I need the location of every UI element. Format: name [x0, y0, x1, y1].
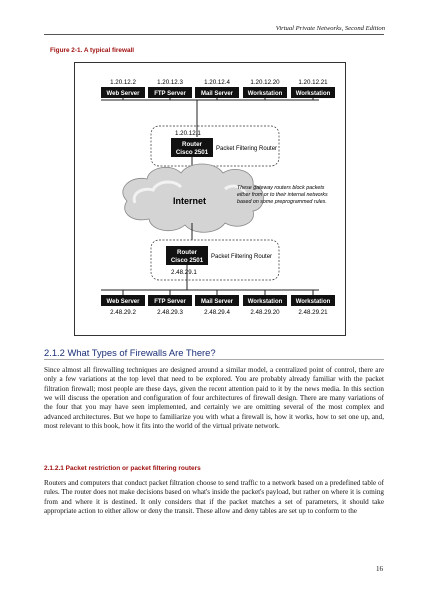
top-host-label: Workstation	[295, 91, 331, 97]
bottom-router-role: Packet Filtering Router	[211, 254, 273, 260]
bottom-host-ip: 2.48.29.20	[250, 309, 280, 316]
bottom-host-label: Mail Server	[200, 299, 234, 305]
top-host-label: Mail Server	[200, 91, 234, 97]
note-line-3: based on some preprogrammed rules.	[237, 199, 327, 205]
firewall-diagram	[74, 62, 346, 336]
header-rule	[44, 34, 384, 35]
bottom-host-label: Workstation	[247, 299, 283, 305]
paragraph-2: Routers and computers that conduct packet filtration choose to send traffic to a network based on a predefined table of rules. The router does not make decisions based on what's inside the packet's payload, but rather on where it is coming from and where it is destined. It only considers that if the packet matches a set of parameters, it should take appropriate action to either allow or deny the transit. These allow and deny tables are set up to conform to the	[44, 479, 384, 516]
note-line-1: These gateway routers block packets	[237, 185, 325, 191]
top-router-ip: 1.20.12.1	[175, 130, 201, 137]
top-router-role: Packet Filtering Router	[216, 146, 278, 152]
top-host-label: FTP Server	[154, 91, 186, 97]
bottom-router-line1: Router	[177, 249, 197, 256]
top-host-ip: 1.20.12.4	[204, 79, 230, 86]
bottom-router-line2: Cisco 2501	[170, 257, 204, 264]
top-host-ip: 1.20.12.20	[250, 79, 280, 86]
top-host-label: Web Server	[106, 91, 140, 97]
top-router-line1: Router	[182, 141, 202, 148]
bottom-host-label: Web Server	[106, 299, 140, 305]
bottom-host-ip: 2.48.29.3	[157, 309, 183, 316]
section-rule	[44, 359, 384, 360]
top-router-line2: Cisco 2501	[175, 149, 209, 156]
internet-label: Internet	[173, 196, 207, 206]
top-host-ip: 1.20.12.2	[110, 79, 136, 86]
top-host-ip: 1.20.12.3	[157, 79, 183, 86]
top-host-label: Workstation	[247, 91, 283, 97]
bottom-host-label: FTP Server	[154, 299, 186, 305]
top-host-ip: 1.20.12.21	[298, 79, 328, 86]
page-number: 16	[376, 565, 383, 573]
bottom-host-ip: 2.48.29.4	[204, 309, 230, 316]
subsection-heading: 2.1.2.1 Packet restriction or packet filtering routers	[44, 465, 201, 472]
paragraph-1: Since almost all firewalling techniques are designed around a similar model, a centralized point of control, there are only a few variations at the top level that need to be explored. You are probably already familiar with the packet filtration firewall; most people are these days, given the recent attention paid to it by the news media. In this section we will discuss the operation and configuration of four architectures of firewall design. There are many variations of the four that you may have seen implemented, and certainly we are omitting several of the most complex and advanced architectures. But we hope to familiarize you with what a firewall is, how it works, how to set one up, and, most relevant to this book, how it fits into the world of the virtual private network.	[44, 366, 384, 431]
bottom-router-ip: 2.48.29.1	[171, 269, 197, 276]
section-heading: 2.1.2 What Types of Firewalls Are There?	[44, 347, 216, 358]
bottom-host-label: Workstation	[295, 299, 331, 305]
bottom-host-ip: 2.48.29.21	[298, 309, 328, 316]
bottom-host-ip: 2.48.29.2	[110, 309, 136, 316]
running-head: Virtual Private Networks, Second Edition	[275, 25, 385, 32]
note-text	[237, 185, 328, 205]
figure-caption: Figure 2-1. A typical firewall	[50, 47, 135, 54]
note-line-2: either from or to their internal networks	[237, 192, 328, 198]
